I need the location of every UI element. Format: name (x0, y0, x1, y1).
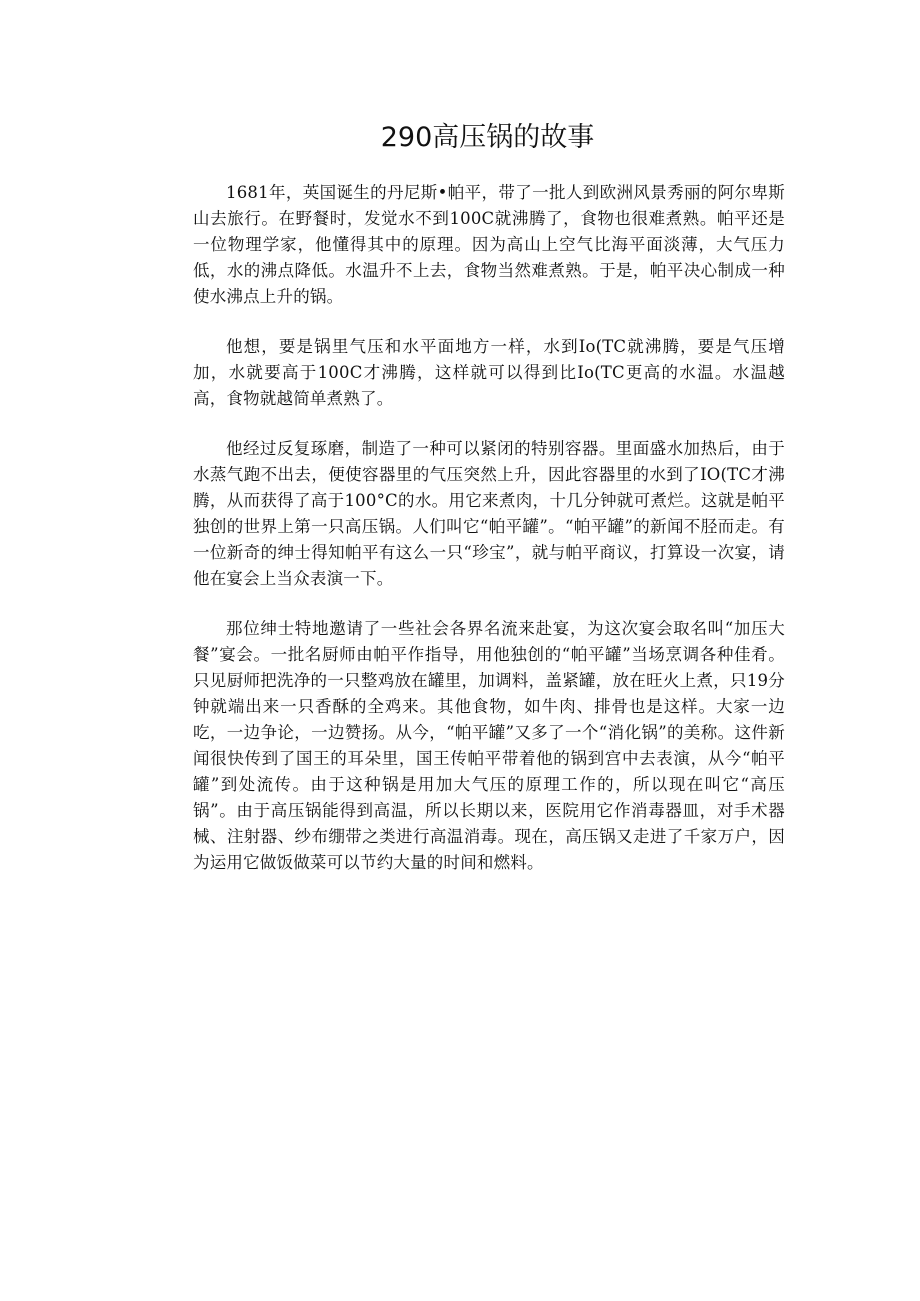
paragraph-3: 他经过反复琢磨，制造了一种可以紧闭的特别容器。里面盛水加热后，由于水蒸气跑不出去，便使容器里的气压突然上升，因此容器里的水到了IO(TC才沸腾，从而获得了高于100°C的水。用它来煮肉，十几分钟就可煮烂。这就是帕平独创的世界上第一只高压锅。人们叫它“帕平罐”。“帕平罐”的新闻不胫而走。有一位新奇的绅士得知帕平有这么一只“珍宝”，就与帕平商议，打算设一次宴，请他在宴会上当众表演一下。 (193, 439, 785, 588)
paragraph-1: 1681年，英国诞生的丹尼斯•帕平，带了一批人到欧洲风景秀丽的阿尔卑斯山去旅行。在野餐时，发觉水不到100C就沸腾了，食物也很难煮熟。帕平还是一位物理学家，他懂得其中的原理。因为高山上空气比海平面淡薄，大气压力低，水的沸点降低。水温升不上去，食物当然难煮熟。于是，帕平决心制成一种使水沸点上升的锅。 (193, 183, 785, 306)
paragraph-4: 那位绅士特地邀请了一些社会各界名流来赴宴，为这次宴会取名叫“加压大餐”宴会。一批名厨师由帕平作指导，用他独创的“帕平罐”当场烹调各种佳肴。只见厨师把洗净的一只整鸡放在罐里，加调料，盖紧罐，放在旺火上煮，只19分钟就端出来一只香酥的全鸡来。其他食物，如牛肉、排骨也是这样。大家一边吃，一边争论，一边赞扬。从今，“帕平罐”又多了一个“消化锅”的美称。这件新闻很快传到了国王的耳朵里，国王传帕平带着他的锅到宫中去表演，从今“帕平罐”到处流传。由于这种锅是用加大气压的原理工作的，所以现在叫它“高压锅”。由于高压锅能得到高温，所以长期以来，医院用它作消毒器皿，对手术器械、注射器、纱布绷带之类进行高温消毒。现在，高压锅又走进了千家万户，因为运用它做饭做菜可以节约大量的时间和燃料。 (193, 619, 785, 872)
document-title: 290高压锅的故事 (380, 122, 595, 153)
paragraph-2: 他想，要是锅里气压和水平面地方一样，水到Io(TC就沸腾，要是气压增加，水就要高于100C才沸腾，这样就可以得到比Io(TC更高的水温。水温越高，食物就越简单煮熟了。 (193, 337, 785, 408)
document-body (193, 180, 785, 900)
